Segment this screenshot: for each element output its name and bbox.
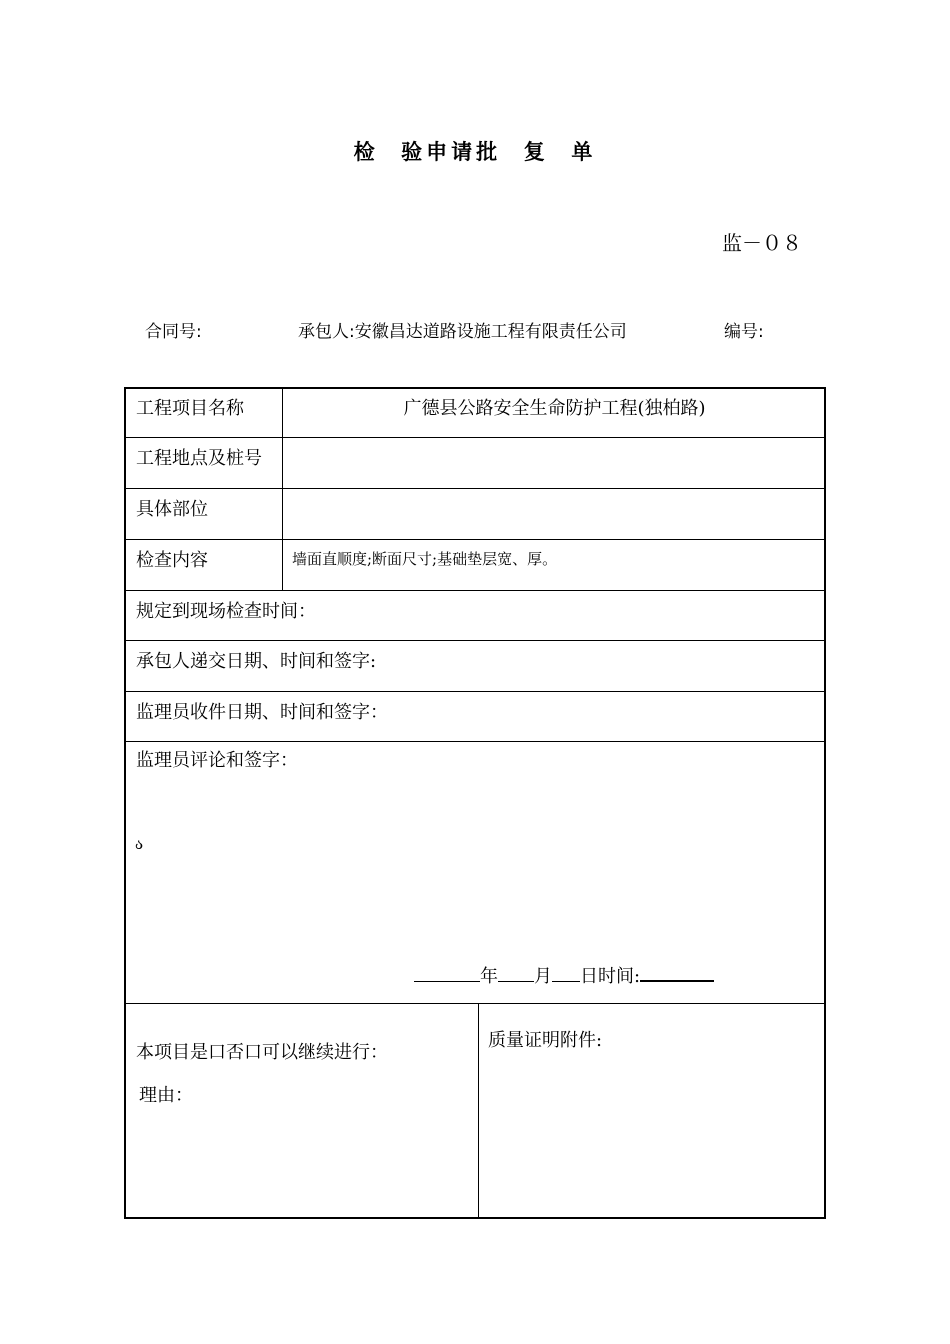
column-divider: [478, 1003, 479, 1219]
row-divider: [126, 539, 824, 540]
inspection-content-value: 墙面直顺度;断面尺寸;基础垫层宽、厚。: [292, 550, 558, 568]
contractor-label: 承包人:安徽昌达道路设施工程有限责任公司: [298, 322, 627, 342]
supervisor-receive-label: 监理员收件日期、时间和签字：: [136, 702, 388, 723]
row-divider: [126, 691, 824, 692]
project-name-label: 工程项目名称: [136, 398, 244, 419]
serial-number-label: 编号:: [724, 322, 764, 342]
inspection-form-table: [124, 387, 826, 1219]
day-blank: [552, 963, 580, 982]
review-mark: ა: [135, 835, 144, 853]
form-code: 监－０８: [722, 231, 802, 255]
contractor-submit-label: 承包人递交日期、时间和签字:: [136, 651, 377, 672]
row-divider: [126, 590, 824, 591]
row-divider: [126, 437, 824, 438]
row-divider: [126, 640, 824, 641]
document-title: 检 验申请批 复 单: [353, 140, 597, 164]
quality-attachment-label: 质量证明附件:: [488, 1030, 603, 1051]
scheduled-time-label: 规定到现场检查时间：: [136, 601, 316, 622]
location-label: 工程地点及桩号: [136, 448, 262, 469]
proceed-decision-label: 本项目是口否口可以继续进行：: [136, 1042, 388, 1063]
date-signature-line: [414, 962, 714, 988]
reason-label: 理由：: [139, 1085, 193, 1106]
year-label: 年: [480, 966, 498, 987]
row-divider: [126, 488, 824, 489]
row-divider: [126, 741, 824, 742]
month-blank: [498, 963, 534, 982]
contract-number-label: 合同号:: [145, 322, 202, 342]
project-name-value: 广德县公路安全生命防护工程(独柏路): [403, 398, 706, 419]
day-time-label: 日时间:: [580, 966, 641, 987]
year-blank: [414, 963, 480, 982]
part-label: 具体部位: [136, 499, 208, 520]
month-label: 月: [534, 966, 552, 987]
supervisor-review-label: 监理员评论和签字：: [136, 750, 298, 771]
inspection-content-label: 检查内容: [136, 550, 208, 571]
time-blank: [640, 962, 714, 982]
row-divider: [126, 1003, 824, 1004]
